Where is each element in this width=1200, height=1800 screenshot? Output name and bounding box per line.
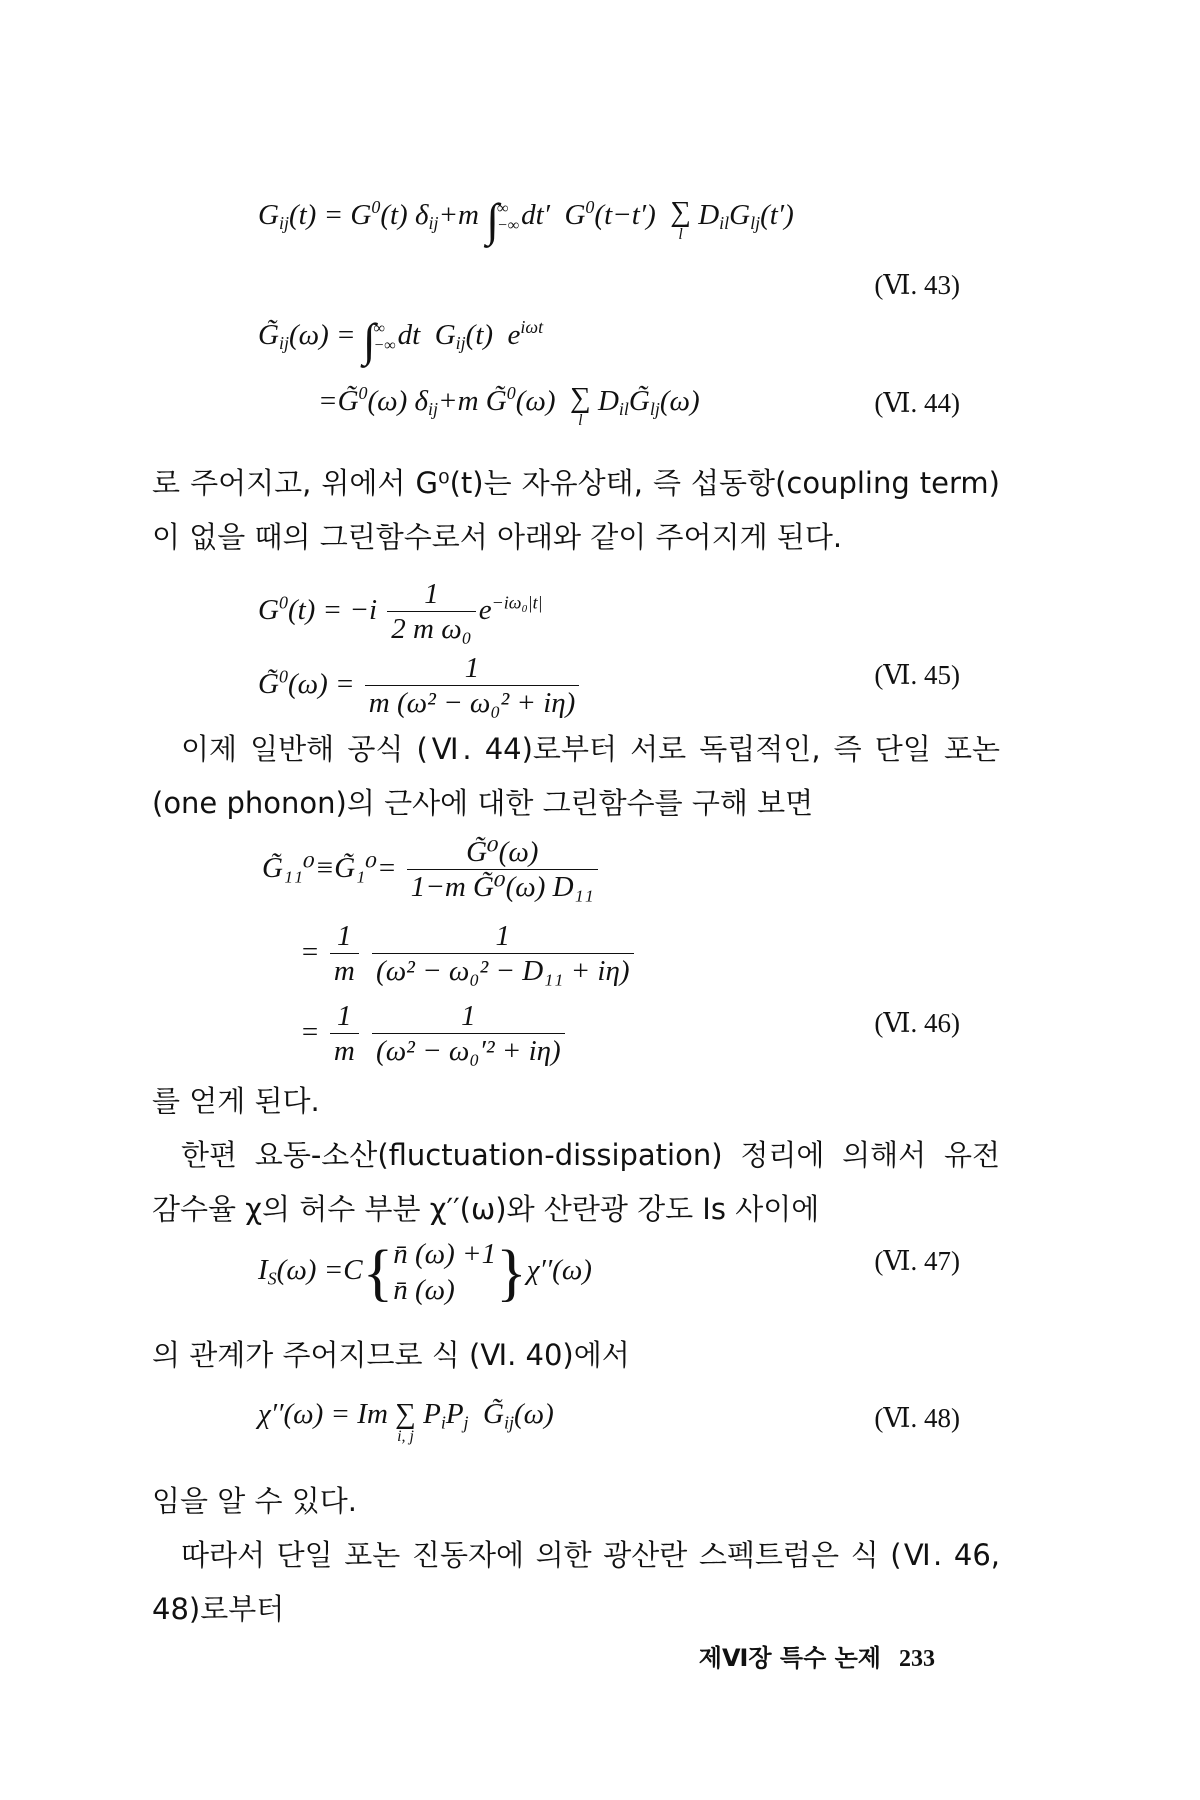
equation-number-47: (Ⅵ. 47) (874, 1246, 960, 1276)
fraction: $\frac{1}{\text{(ω² − ω₀′² + iη)}}$ (372, 1000, 565, 1069)
page-footer (699, 1638, 935, 1673)
paragraph-6: 임을 알 수 있다. 따라서 단일 포논 진동자에 의한 광산란 스펙트럼은 식 (Ⅵ. 46, 48)로부터 (152, 1484, 1000, 1626)
paragraph-2: 이제 일반해 공식 (Ⅵ. 44)로부터 서로 독립적인, 즉 단일 포논(one phonon)의 근사에 대한 그린함수를 구해 보면 (152, 732, 1000, 820)
equation-vi-44-line2: =G̃$^0$(ω) $\delta_{ij}+m$ G̃$^0$(ω) ∑ l $D_{il}G̃_{lj}(\omega)$ (318, 382, 700, 429)
paragraph-3: 를 얻게 된다. 한편 요동-소산(fluctuation-dissipation) 정리에 의해서 유전 감수율 χ의 허수 부분 χ′′(ω)와 산란광 강도 Is 사이에 (152, 1084, 1000, 1226)
fraction: $\frac{1}{\text{(ω² − ω₀² − D₁₁ + iη)}}$ (372, 920, 634, 989)
sum-sign: ∑ i, j (395, 1398, 416, 1445)
page-number: 233 (899, 1646, 935, 1672)
left-brace: { (362, 1236, 394, 1308)
equation-vi-44-line1: $G̃_{ij}(\omega)$ = ∫ ∞ −∞ dt $G_{ij}(t)$ $e^{i\omega t}$ (258, 315, 544, 367)
fraction: $\frac{\text{G̃⁰(ω)}}{\text{1−m G̃⁰(ω) D₁₁}}$ (407, 836, 598, 905)
paragraph-5: 의 관계가 주어지므로 식 (Ⅵ. 40)에서 (152, 1338, 630, 1372)
equation-vi-46-line2: = $\frac{1}{m}$ $\frac{1}{\text{(ω² − ω₀² − D₁₁ + iη)}}$ (300, 920, 637, 989)
sum-sign: ∑ l (670, 196, 691, 243)
fraction: $\frac{1}{m}$ (330, 920, 359, 989)
right-brace: } (496, 1236, 527, 1308)
equation-number-45: (Ⅵ. 45) (874, 660, 960, 690)
fraction: $\frac{1}{\text{2 m ω₀}}$ (387, 578, 476, 647)
equation-vi-46-line3: = $\frac{1}{m}$ $\frac{1}{\text{(ω² − ω₀′² + iη)}}$ (300, 1000, 568, 1069)
paragraph-1: 로 주어지고, 위에서 G⁰(t)는 자유상태, 즉 섭동항(coupling term)이 없을 때의 그린함수로서 아래와 같이 주어지게 된다. (152, 466, 1000, 554)
equation-number-43: (Ⅵ. 43) (874, 270, 960, 300)
sum-sign: ∑ l (570, 382, 591, 429)
equation-vi-47: $I_S(\omega) =C${ n̄ (ω) +1 n̄ (ω) }χ′′(ω) (258, 1236, 592, 1308)
integral-sign: ∫ (362, 315, 376, 367)
fraction: $\frac{1}{m}$ (330, 1000, 359, 1069)
equation-vi-45-line2: G̃$^0$(ω) = $\frac{1}{\text{m (ω² − ω₀² + iη)}}$ (258, 652, 582, 721)
equation-vi-46-line1: G̃₁₁⁰≡G̃₁⁰= $\frac{\text{G̃⁰(ω)}}{\text{1−m G̃⁰(ω) D₁₁}}$ (262, 836, 601, 905)
equation-number-46: (Ⅵ. 46) (874, 1008, 960, 1038)
equation-number-48: (Ⅵ. 48) (874, 1403, 960, 1433)
equation-vi-43: $G_{ij}(t) = G^0(t)$ $\delta_{ij}+m$ ∫ ∞ −∞ dt′ $G^0(t-t')$ ∑ l $D_{il}G_{lj}(t')$ (258, 195, 794, 247)
equation-vi-45-line1: $G^0(t) = -i$ $\frac{1}{\text{2 m ω₀}}$ $e^{-i\omega_0|t|}$ (258, 578, 543, 646)
fraction: $\frac{1}{\text{m (ω² − ω₀² + iη)}}$ (365, 652, 580, 721)
integral-sign: ∫ (486, 195, 499, 247)
equation-number-44: (Ⅵ. 44) (874, 388, 960, 418)
chapter-title: 제Ⅵ장 특수 논제 (698, 1644, 881, 1672)
equation-vi-48: χ′′(ω) = Im ∑ i, j $P_iP_j$ $G̃_{ij}(\omega)$ (258, 1398, 554, 1445)
